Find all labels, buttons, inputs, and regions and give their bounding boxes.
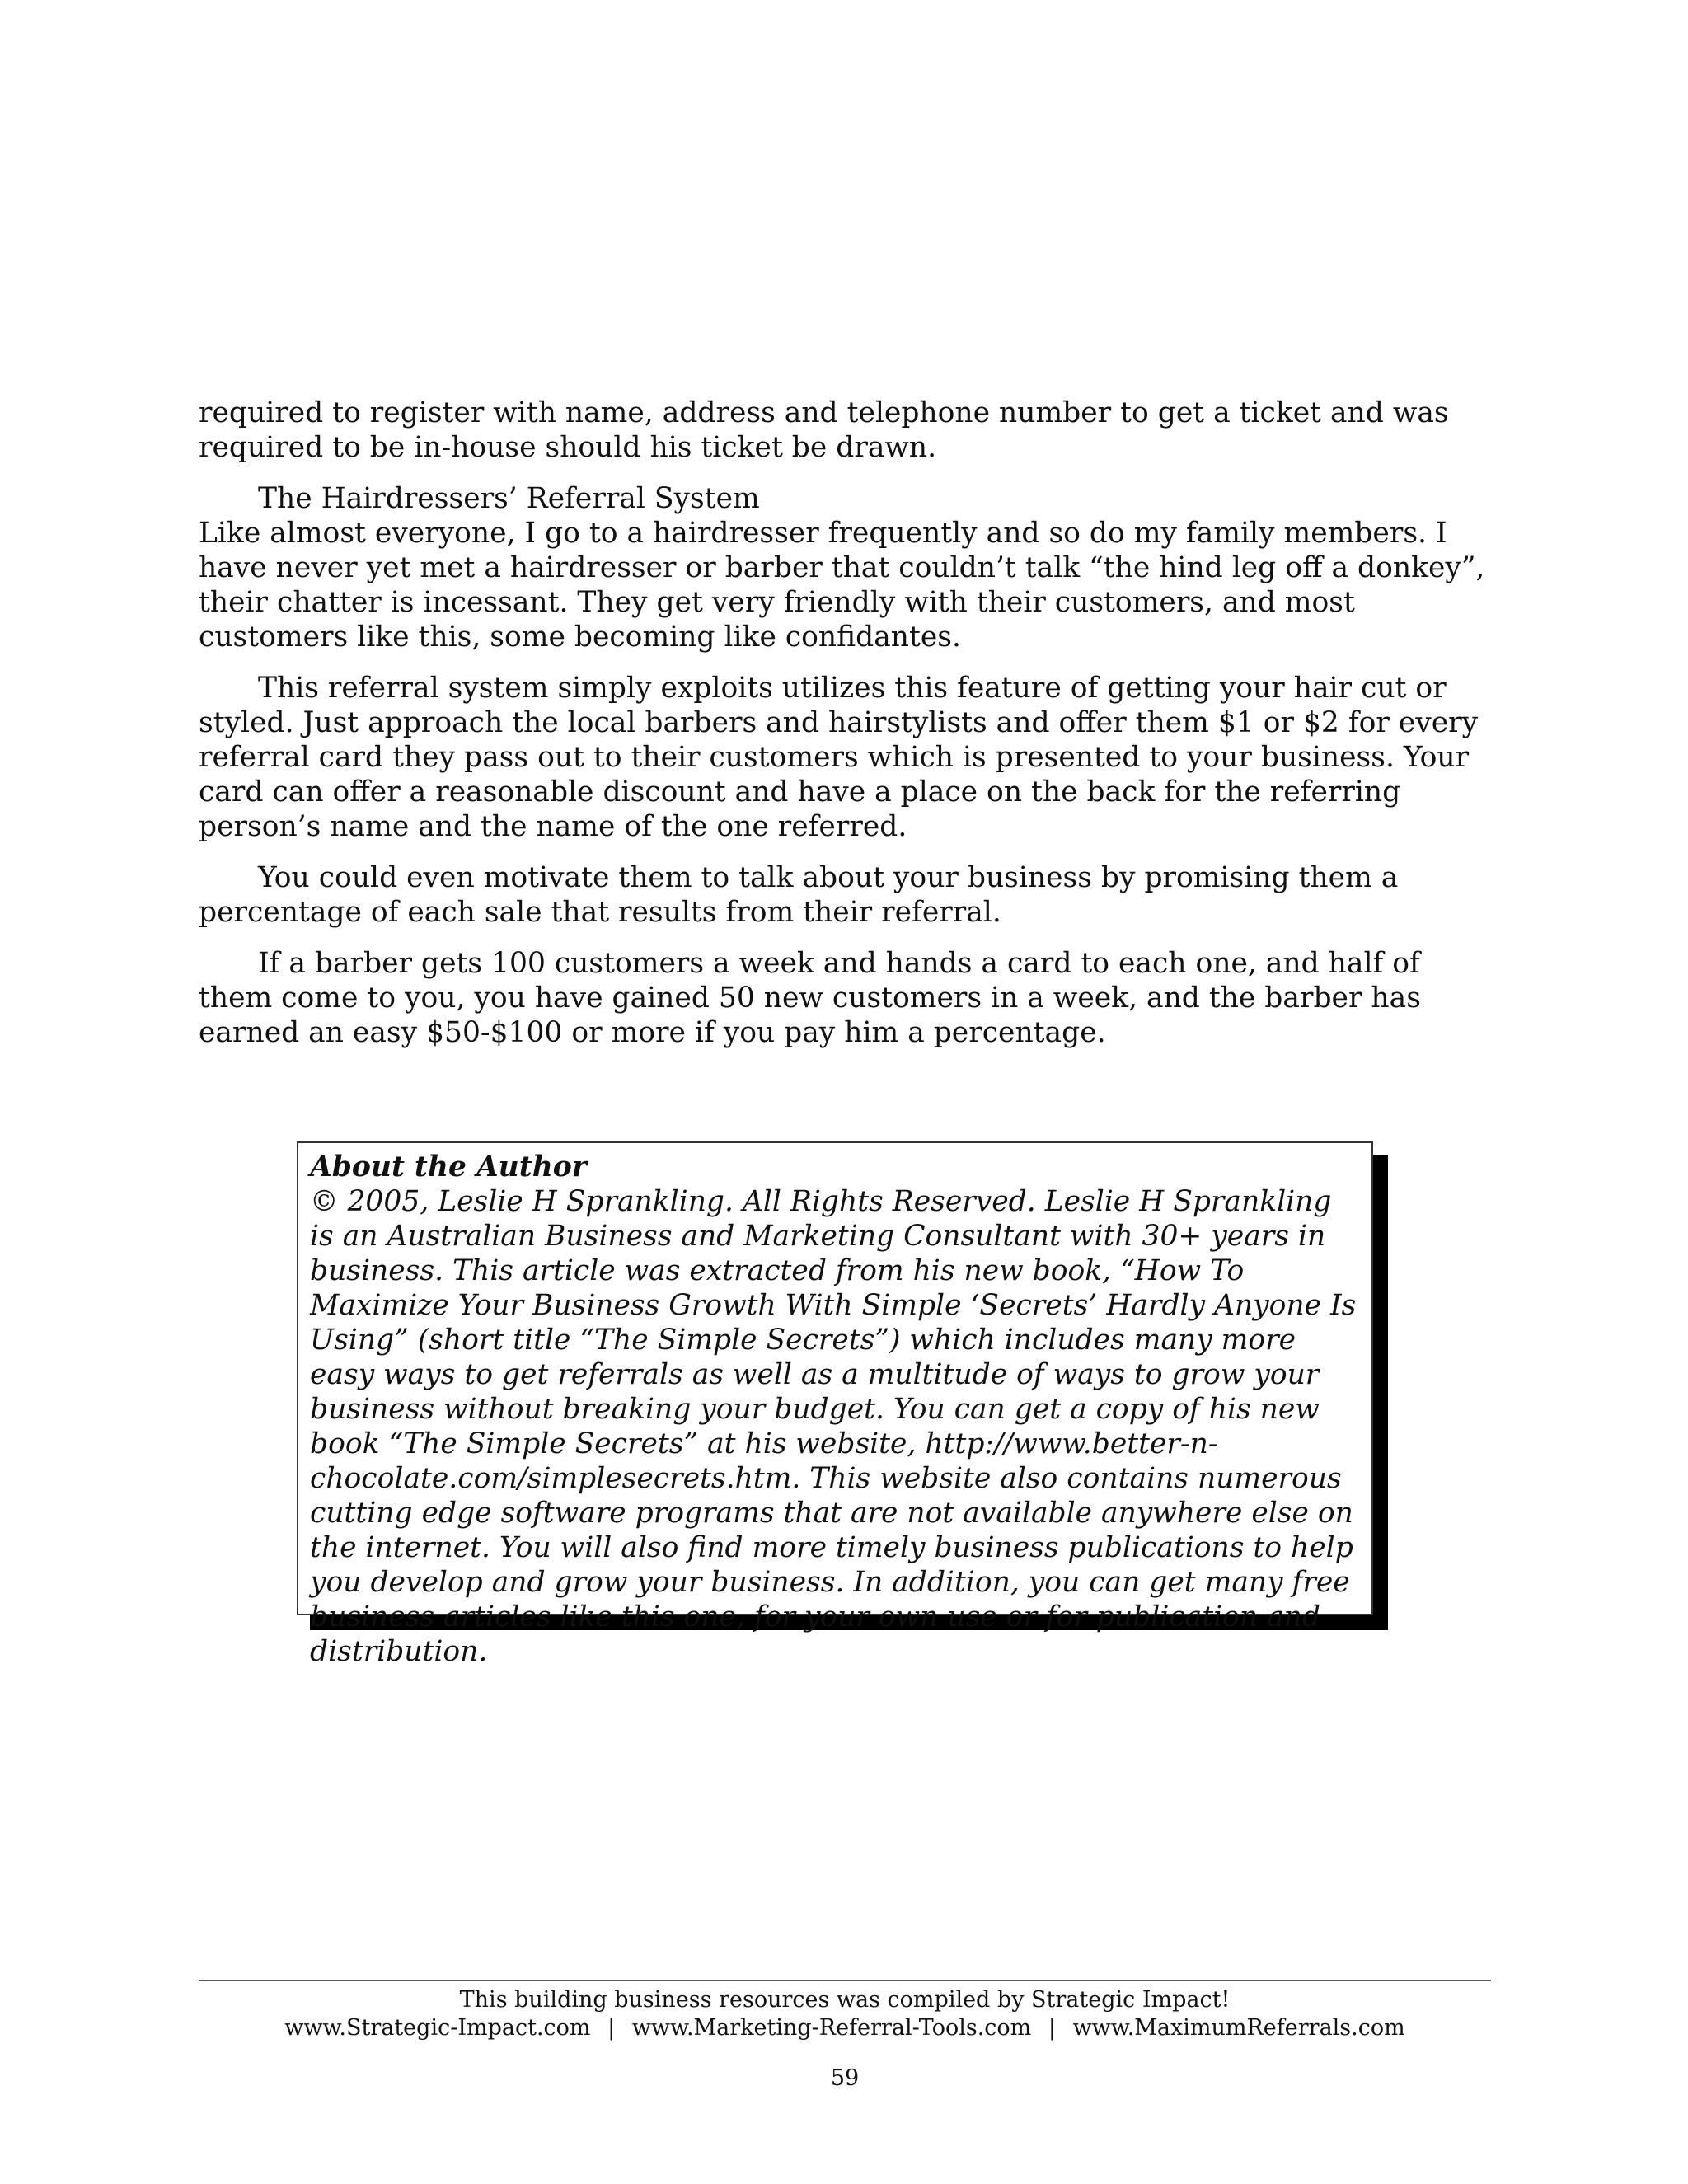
body-paragraph-2 xyxy=(199,481,1493,654)
about-author-box xyxy=(297,1141,1385,1668)
footer-link-marketing-referral-tools[interactable]: www.Marketing-Referral-Tools.com xyxy=(631,2015,1032,2041)
body-paragraph-1: required to register with name, address and telephone number to get a ticket and was required to be in-house should his ticket be drawn. xyxy=(199,396,1449,464)
footer-link-maximum-referrals[interactable]: www.MaximumReferrals.com xyxy=(1072,2015,1405,2041)
page-number: 59 xyxy=(830,2065,860,2091)
footer-divider xyxy=(199,1980,1491,1981)
footer-credit-line: This building business resources was compiled by Strategic Impact! xyxy=(459,1987,1231,2013)
footer xyxy=(199,1986,1491,2042)
section-heading: The Hairdressers’ Referral System xyxy=(258,482,760,515)
body-paragraph-5: If a barber gets 100 customers a week and hands a card to each one, and half of them come to you, you have gained 50 new customers in a week, and the barber has earned an easy $50-$100 or more if you pay him a percentage. xyxy=(199,947,1421,1049)
body-paragraph-4: You could even motivate them to talk about your business by promising them a percentage of each sale that results from their referral. xyxy=(199,861,1399,929)
footer-link-strategic-impact[interactable]: www.Strategic-Impact.com xyxy=(284,2015,591,2041)
author-box-title: About the Author xyxy=(310,1151,587,1183)
footer-links xyxy=(199,2014,1491,2042)
footer-separator: | xyxy=(1048,2015,1056,2041)
page-body xyxy=(199,396,1493,1066)
author-box-content xyxy=(297,1141,1373,1668)
body-paragraph-2-text: Like almost everyone, I go to a hairdresser frequently and so do my family members. I have never yet met a hairdresser or barber that couldn’t talk “the hind leg off a donkey”, their chatter is incessant. They get very friendly with their customers, and most customers like this, some becoming like confidantes. xyxy=(199,517,1485,654)
body-paragraph-3: This referral system simply exploits utilizes this feature of getting your hair cut or styled. Just approach the local barbers and hairstylists and offer them $1 or $2 for every referral card they pass out to their customers which is presented to your business. Your card can offer a reasonable discount and have a place on the back for the referring person’s name and the name of the one referred. xyxy=(199,672,1479,843)
author-box-text: © 2005, Leslie H Sprankling. All Rights Reserved. Leslie H Sprankling is an Australian Business and Marketing Consultant with 30+ years in business. This article was extracted from his new book, “How To Maximize Your Business Growth With Simple ‘Secrets’ Hardly Anyone Is Using” (short title “The Simple Secrets”) which includes many more easy ways to get referrals as well as a multitude of ways to grow your business without breaking your budget. You can get a copy of his new book “The Simple Secrets” at his website, http://www.better-n-chocolate.com/simplesecrets.htm. This website also contains numerous cutting edge software programs that are not available anywhere else on the internet. You will also find more timely business publications to help you develop and grow your business. In addition, you can get many free business articles like this one, for your own use or for publication and distribution. xyxy=(310,1185,1357,1668)
footer-separator: | xyxy=(607,2015,616,2041)
